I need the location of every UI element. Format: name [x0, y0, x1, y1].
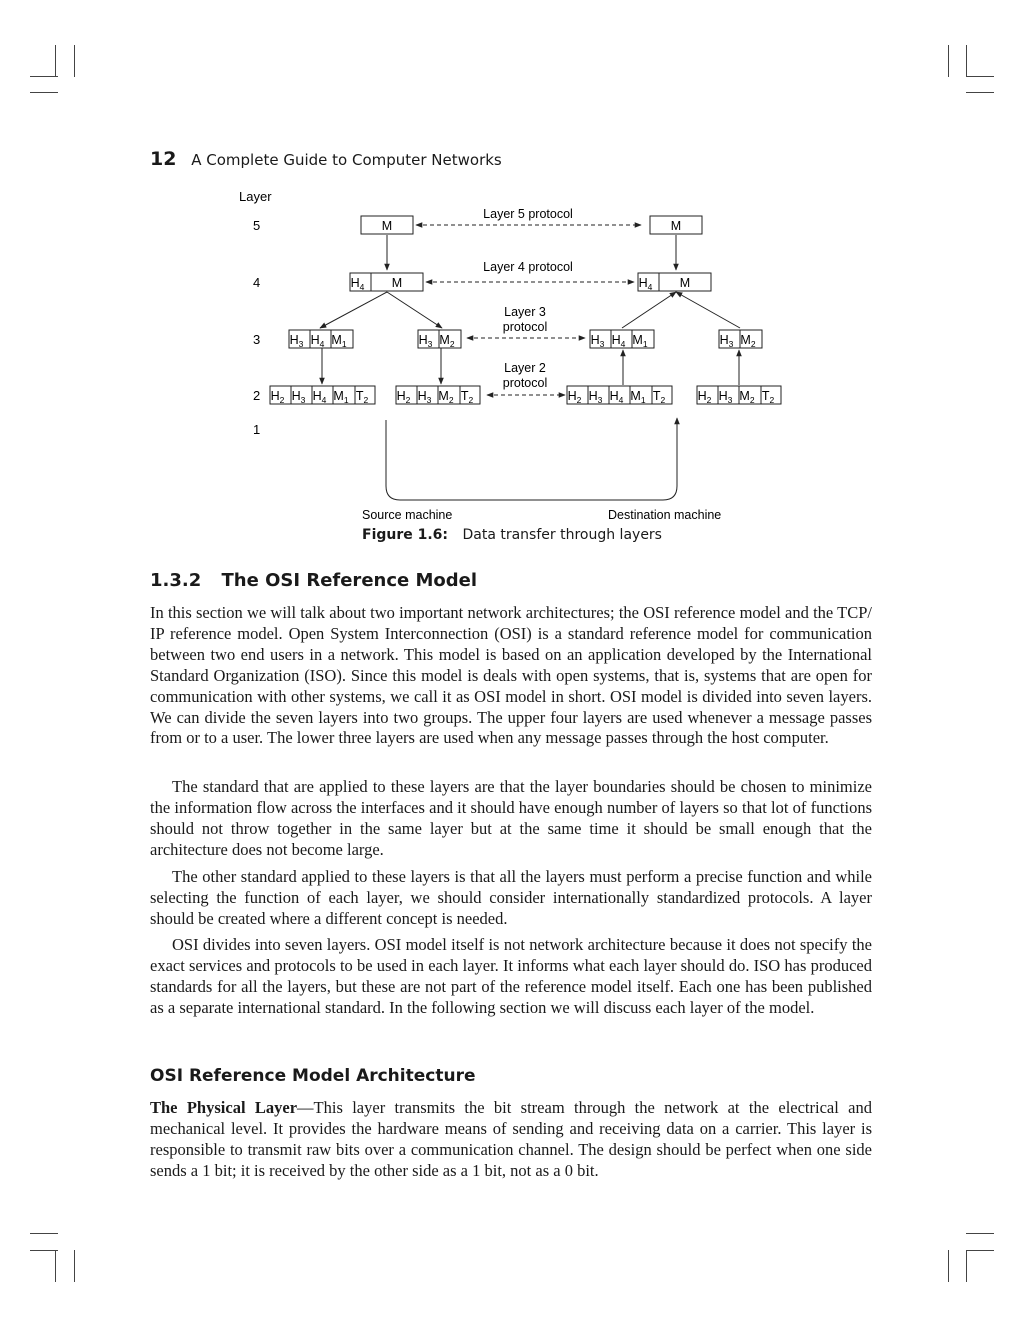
layer5-protocol-label: Layer 5 protocol	[483, 207, 573, 221]
section-title: The OSI Reference Model	[221, 570, 478, 591]
message-cell-m1: $M_1$	[632, 333, 648, 349]
crop-mark	[55, 1250, 56, 1282]
crop-mark	[30, 1250, 58, 1251]
layer-axis-heading: Layer	[239, 189, 272, 204]
header-cell-h4: $H_4$	[638, 276, 653, 292]
message-cell-m1: $M_1$	[630, 389, 646, 405]
paragraph: The other standard applied to these layers is that all the layers must perform a precise function and while selecting the function of each layer, we should consider internationally standardized protocols. A layer should be created where a different concept is needed.	[150, 867, 872, 928]
crop-mark	[948, 1250, 949, 1282]
trailer-cell-t2: $T_2$	[460, 389, 474, 405]
header-cell-h3: $H_3$	[291, 389, 306, 405]
crop-mark	[74, 1250, 75, 1282]
paragraph: OSI divides into seven layers. OSI model itself is not network architecture because it does not specify the exact services and protocols to be used in each layer. It informs what each layer should do. ISO has produced standards for all the layers, but these are not part of the reference model itself. Each one has been published as a separate international standard. In the following section we will discuss each layer of the model.	[150, 935, 872, 1017]
paragraph: The standard that are applied to these layers are that the layer boundaries should be chosen to minimize the information flow across the interfaces and it should have enough number of layers so that lot of functions should not throw together in the same layer but at the same time it should be small enough that the architecture does not become large.	[150, 777, 872, 859]
header-cell-h2: $H_2$	[697, 389, 712, 405]
crop-mark	[966, 1250, 994, 1251]
header-cell-h4: $H_4$	[312, 389, 327, 405]
merge-line	[622, 292, 676, 328]
layer-number: 4	[253, 275, 261, 290]
header-cell-h3: $H_3$	[289, 333, 304, 349]
message-cell-m1: $M_1$	[333, 389, 349, 405]
section-number: 1.3.2	[150, 570, 202, 591]
layer-number: 3	[253, 332, 261, 347]
header-cell-h2: $H_2$	[567, 389, 582, 405]
crop-mark	[966, 1250, 967, 1282]
physical-layer-text: —This layer transmits the bit stream through the network at the electrical and mechanical level. It provides the hardware means of sending and receiving data on a carrier. This layer is responsible to transmit raw bits over a communication channel. The design should be perfect when one side sends a 1 bit; it is received by the other side as a 1 bit, not as a 0 bit.	[150, 1098, 872, 1180]
split-arrow	[387, 292, 442, 328]
source-machine-label: Source machine	[362, 508, 453, 522]
header-cell-h2: $H_2$	[396, 389, 411, 405]
layer3-protocol-label: protocol	[502, 320, 548, 334]
header-cell-h4: $H_4$	[611, 333, 626, 349]
paragraph: In this section we will talk about two important network architectures; the OSI reference model and the TCP/ IP reference model. Open System Interconnection (OSI) is a standard reference model for communication between two end users in a network. This model is based on an application developed by the International Standard Organization (ISO). Since this model is deals with open systems, that is, systems that are open for communication with other systems, we call it as OSI model in short. OSI model is divided into seven layers. We can divide the seven layers into two groups. The upper four layers are used whenever a message passes from or to a user. The lower three layers are used when any message passes through the host computer.	[150, 603, 872, 748]
header-cell-h3: $H_3$	[418, 333, 433, 349]
running-title: A Complete Guide to Computer Networks	[191, 151, 502, 169]
destination-machine-label: Destination machine	[608, 508, 722, 522]
crop-mark	[30, 1233, 58, 1234]
header-cell-h2: $H_2$	[270, 389, 285, 405]
trailer-cell-t2: $T_2$	[761, 389, 775, 405]
header-cell-h4: $H_4$	[609, 389, 624, 405]
message-cell-m2: $M_2$	[438, 389, 454, 405]
message-cell-m1: $M_1$	[331, 333, 347, 349]
message-cell-m2: $M_2$	[740, 333, 756, 349]
layer-number: 1	[253, 422, 261, 437]
layer3-protocol-label: Layer 3	[504, 305, 546, 319]
message-cell-m2: $M_2$	[739, 389, 755, 405]
figure-caption-label: Figure 1.6:	[362, 527, 449, 543]
section-heading	[150, 570, 477, 591]
subsection-heading: OSI Reference Model Architecture	[150, 1066, 476, 1086]
layer-number: 2	[253, 388, 261, 403]
physical-link	[386, 418, 677, 500]
header-cell-h3: $H_3$	[719, 333, 734, 349]
header-cell-h3: $H_3$	[417, 389, 432, 405]
physical-layer-lead: The Physical Layer	[150, 1098, 298, 1117]
crop-mark	[966, 1233, 994, 1234]
header-cell-h4: $H_4$	[350, 276, 365, 292]
trailer-cell-t2: $T_2$	[652, 389, 666, 405]
physical-layer-paragraph	[150, 1098, 872, 1182]
layer2-protocol-label: Layer 2	[504, 361, 546, 375]
trailer-cell-t2: $T_2$	[355, 389, 369, 405]
header-cell-h3: $H_3$	[590, 333, 605, 349]
page-number: 12	[150, 148, 177, 170]
merge-line	[676, 292, 740, 328]
message-cell-m: M	[670, 219, 682, 233]
message-cell-m: M	[679, 276, 691, 290]
message-cell-m2: $M_2$	[439, 333, 455, 349]
header-cell-h3: $H_3$	[588, 389, 603, 405]
figure-caption	[362, 527, 662, 543]
header-cell-h4: $H_4$	[310, 333, 325, 349]
layer2-protocol-label: protocol	[502, 376, 548, 390]
split-arrow	[320, 292, 387, 328]
figure-caption-text: Data transfer through layers	[462, 527, 662, 543]
message-cell-m: M	[381, 219, 393, 233]
layer4-protocol-label: Layer 4 protocol	[483, 260, 573, 274]
layer-number: 5	[253, 218, 261, 233]
header-cell-h3: $H_3$	[718, 389, 733, 405]
layer-diagram	[0, 0, 1023, 560]
message-cell-m: M	[391, 276, 403, 290]
